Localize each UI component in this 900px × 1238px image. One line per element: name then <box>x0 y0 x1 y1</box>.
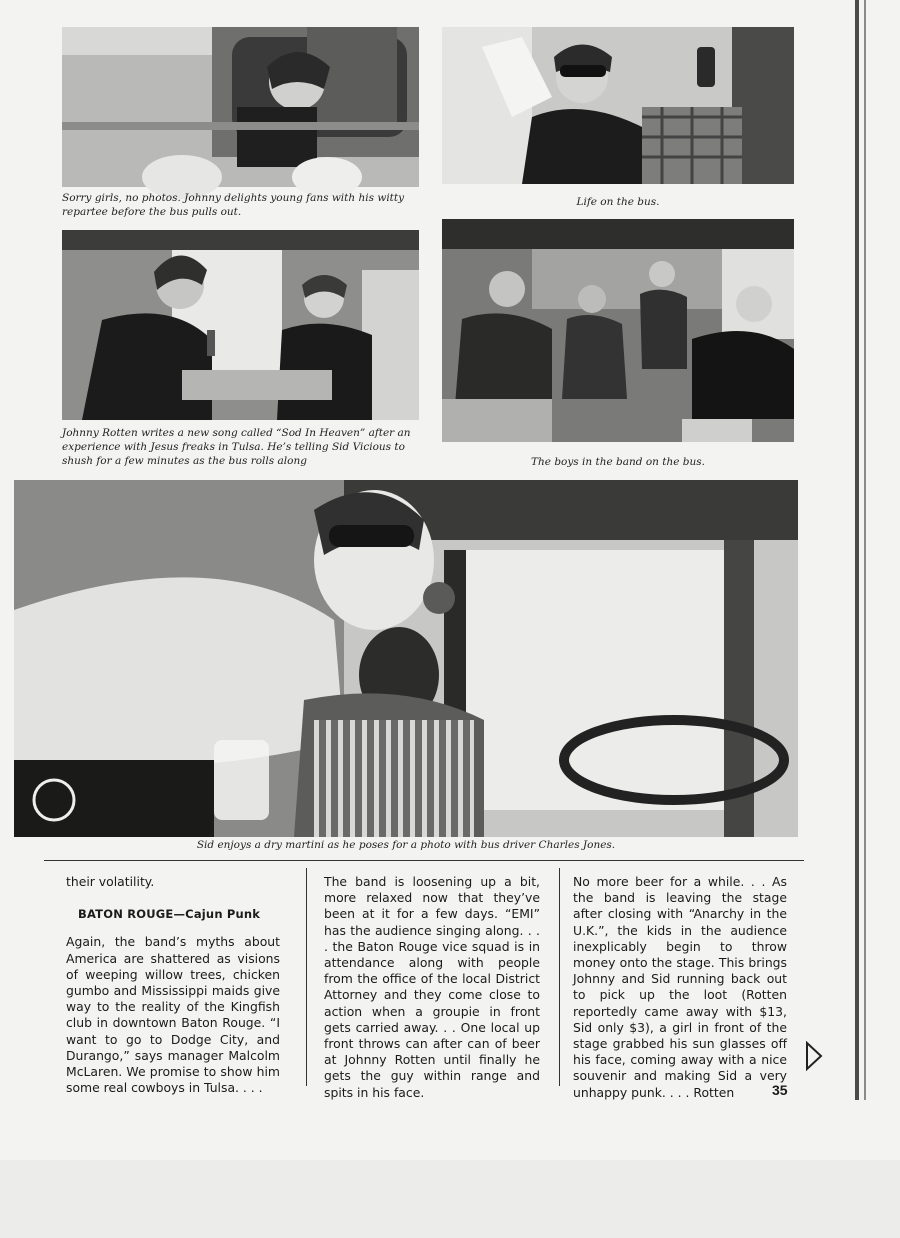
caption-photo2: Life on the bus. <box>576 196 660 208</box>
article-column-2 <box>324 874 540 1100</box>
column3-body: No more beer for a while. . . As the band is leaving the stage after closing with “Anarchy in the U.K.”, the kids in the audience inexplicably begin to throw money onto the stage. This brings Johnny and Sid running back out to pick up the loot (Rotten reportedly came away with $13, Sid only $3), a girl in front of the stage grabbed his sun glasses off his face, coming away with a nice souvenir and making Sid a very unhappy punk. . . . Rotten <box>573 874 787 1100</box>
page-number: 35 <box>772 1082 788 1098</box>
page-binding-edge-inner <box>864 0 866 1100</box>
caption-photo1: Sorry girls, no photos. Johnny delights young fans with his witty repartee before the bus pulls out. <box>62 192 405 218</box>
photo-band-on-bus <box>442 219 794 442</box>
scan-bottom-margin <box>0 1160 900 1238</box>
column-rule-2 <box>559 868 560 1086</box>
caption-photo5: Sid enjoys a dry martini as he poses for a photo with bus driver Charles Jones. <box>196 839 616 851</box>
arrow-right-outline-icon <box>804 1040 824 1072</box>
photo-johnny-writing-song <box>62 230 419 420</box>
column1-body: Again, the band’s myths about America are shattered as visions of weeping willow trees, chicken gumbo and Mississippi maids give way to the reality of the Kingfish club in downtown Baton Rouge. “I want to go to Dodge City, and Durango,” says manager Malcolm McLaren. We promise to show him some real cowboys in Tulsa. . . . <box>66 934 280 1096</box>
caption-photo3: Johnny Rotten writes a new song called “Sod In Heaven” after an experience with Jesus freaks in Tulsa. He’s telling Sid Vicious to shush for a few minutes as the bus rolls along <box>62 427 411 467</box>
section-subhead: BATON ROUGE—Cajun Punk <box>78 907 261 922</box>
column1-lead: their volatility. <box>66 874 155 889</box>
column2-body: The band is loosening up a bit, more relaxed now that they’ve been at it for a few days. “EMI” has the audience singing along. . . . the Baton Rouge vice squad is in attendance along with people from the office of the local District Attorney and they come close to action when a groupie in front gets carried away. . . One local up front throws can after can of beer at Johnny Rotten until finally he gets the guy within range and spits in his face. <box>324 874 540 1100</box>
photo-life-on-bus <box>442 27 794 184</box>
photo-sid-with-bus-driver <box>14 480 798 837</box>
caption-photo4: The boys in the band on the bus. <box>531 456 705 468</box>
photo-johnny-bus-window <box>62 27 419 187</box>
article-column-1 <box>66 874 280 1096</box>
page-binding-edge <box>855 0 859 1100</box>
column-rule-1 <box>306 868 307 1086</box>
section-rule <box>44 860 804 861</box>
